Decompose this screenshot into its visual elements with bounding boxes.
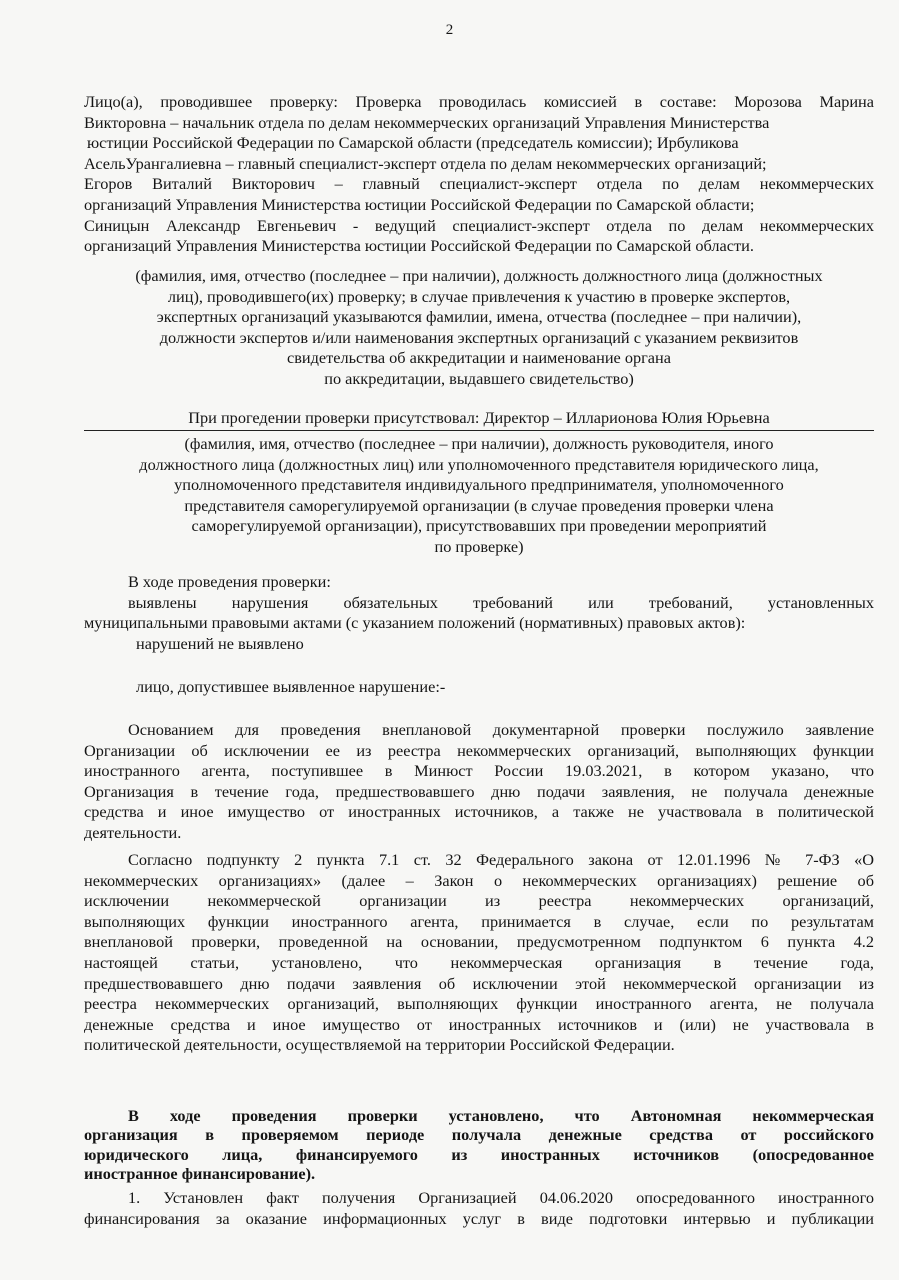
note-line: экспертных организаций указываются фамилии, имена, отчества (последнее – при наличии), xyxy=(156,307,802,327)
present-note xyxy=(84,434,874,558)
present-text: При прогедении проверки присутствовал: Директор – Илларионова Юлия Юрьевна xyxy=(188,408,770,427)
note-line: саморегулируемой организации), присутствовавших при проведении мероприятий xyxy=(191,516,767,536)
text-line: 1. Установлен факт получения Организацией 04.06.2020 опосредованного иностранного xyxy=(128,1188,874,1207)
basis-paragraph xyxy=(84,720,874,844)
text-line: организаций Управления Министерства юстиции Российской Федерации по Самарской области; xyxy=(84,194,755,214)
law-paragraph xyxy=(84,850,874,1056)
note-line: представителя саморегулируемой организации (в случае проведения проверки члена xyxy=(184,495,774,515)
violator-line xyxy=(84,677,874,698)
text-line: средства и иное имущество от иностранных источников, а также не участвовала в политической xyxy=(84,802,874,822)
text-line: иностранного агента, поступившее в Минюст России 19.03.2021, в котором указано, что xyxy=(84,761,874,781)
note-line: по аккредитации, выдавшего свидетельство) xyxy=(324,368,634,388)
note-line: уполномоченного представителя индивидуального предпринимателя, уполномоченного xyxy=(174,475,784,495)
text-line: настоящей статьи, установлено, что некоммерческая организация в течение года, xyxy=(84,952,874,972)
text-line: Согласно подпункту 2 пункта 7.1 ст. 32 Федерального закона от 12.01.1996 № 7-ФЗ «О xyxy=(128,850,874,869)
text-line: Лицо(а), проводившее проверку: Проверка проводилась комиссией в составе: Морозова Марина xyxy=(84,92,874,111)
note-line: лиц), проводившего(их) проверку; в случае привлечения к участию в проверке экспертов, xyxy=(167,286,791,306)
text-line: политической деятельности, осуществляемой на территории Российской Федерации. xyxy=(84,1035,675,1055)
underline-rule xyxy=(84,430,874,431)
findings-section xyxy=(84,572,874,654)
text-line: организация в проверяемом периоде получала денежные средства от российского xyxy=(84,1125,874,1145)
note-line: по проверке) xyxy=(434,536,524,556)
inspectors-note xyxy=(84,266,874,390)
text-line: организаций Управления Министерства юстиции Российской Федерации по Самарской области. xyxy=(84,236,754,256)
text-line: реестра некоммерческих организаций, выполняющих функции иностранного агента, не получала xyxy=(84,994,874,1014)
text-line: денежные средства и иное имущество от иностранных источников и (или) не участвовала в xyxy=(84,1014,874,1034)
note-line: (фамилия, имя, отчество (последнее – при наличии), должность руководителя, иного xyxy=(184,434,774,453)
text-line: предшествовавшего дню подачи заявления об исключении этой некоммерческой организации из xyxy=(84,973,874,993)
violations-line: выявлены нарушения обязательных требований или требований, установленных xyxy=(128,592,874,612)
established-paragraph xyxy=(84,1106,874,1184)
findings-intro: В ходе проведения проверки: xyxy=(128,572,331,591)
violations-line: муниципальными правовыми актами (с указанием положений (нормативных) правовых актов): xyxy=(84,613,746,633)
page-number: 2 xyxy=(445,22,454,38)
text-line: Организации об исключении ее из реестра некоммерческих организаций, выполняющих функции xyxy=(84,740,874,760)
inspectors-paragraph xyxy=(84,92,874,257)
text-line: Основанием для проведения внеплановой документарной проверки послужило заявление xyxy=(128,720,874,739)
text-line: Егоров Виталий Викторович – главный специалист-эксперт отдела по делам некоммерческих xyxy=(84,174,874,194)
text-line: Викторовна – начальник отдела по делам некоммерческих организаций Управления Министерства xyxy=(84,112,770,132)
item-1-paragraph xyxy=(84,1188,874,1229)
text-line: иностранное финансирование). xyxy=(84,1164,316,1184)
text-line: выполняющих функции иностранного агента, принимается в случае, если по результатам xyxy=(84,911,874,931)
note-line: свидетельства об аккредитации и наименование органа xyxy=(287,348,671,368)
text-line: юстиции Российской Федерации по Самарской области (председатель комиссии); Ирбуликова xyxy=(87,133,739,153)
note-line: должности экспертов и/или наименования экспертных организаций с указанием реквизитов xyxy=(159,327,799,347)
text-line: Синицын Александр Евгеньевич - ведущий специалист-эксперт отдела по делам некоммерческих xyxy=(84,215,874,235)
text-line: исключении некоммерческой организации из реестра некоммерческих организаций, xyxy=(84,891,874,911)
text-line: финансирования за оказание информационных услуг в виде подготовки интервью и публикации xyxy=(84,1208,874,1228)
text-line: юридического лица, финансируемого из иностранных источников (опосредованное xyxy=(84,1144,874,1164)
text-line: деятельности. xyxy=(84,822,182,842)
present-line xyxy=(84,408,874,429)
text-line: внеплановой проверки, проведенной на основании, предусмотренном подпунктом 6 пункта 4.2 xyxy=(84,932,874,952)
note-line: (фамилия, имя, отчество (последнее – при наличии), должность должностного лица (должностных xyxy=(135,266,823,285)
text-line: Организация в течение года, предшествовавшего дню подачи заявления, не получала денежные xyxy=(84,781,874,801)
text-line: АсельУрангалиевна – главный специалист-эксперт отдела по делам некоммерческих организаций; xyxy=(84,153,767,173)
violator-text: лицо, допустившее выявленное нарушение:- xyxy=(136,677,446,696)
note-line: должностного лица (должностных лиц) или уполномоченного представителя юридического лица, xyxy=(139,454,819,474)
violations-value: нарушений не выявлено xyxy=(136,633,304,653)
text-line: В ходе проведения проверки установлено, что Автономная некоммерческая xyxy=(128,1106,874,1125)
text-line: некоммерческих организациях» (далее – Закон о некоммерческих организациях) решение об xyxy=(84,870,874,890)
